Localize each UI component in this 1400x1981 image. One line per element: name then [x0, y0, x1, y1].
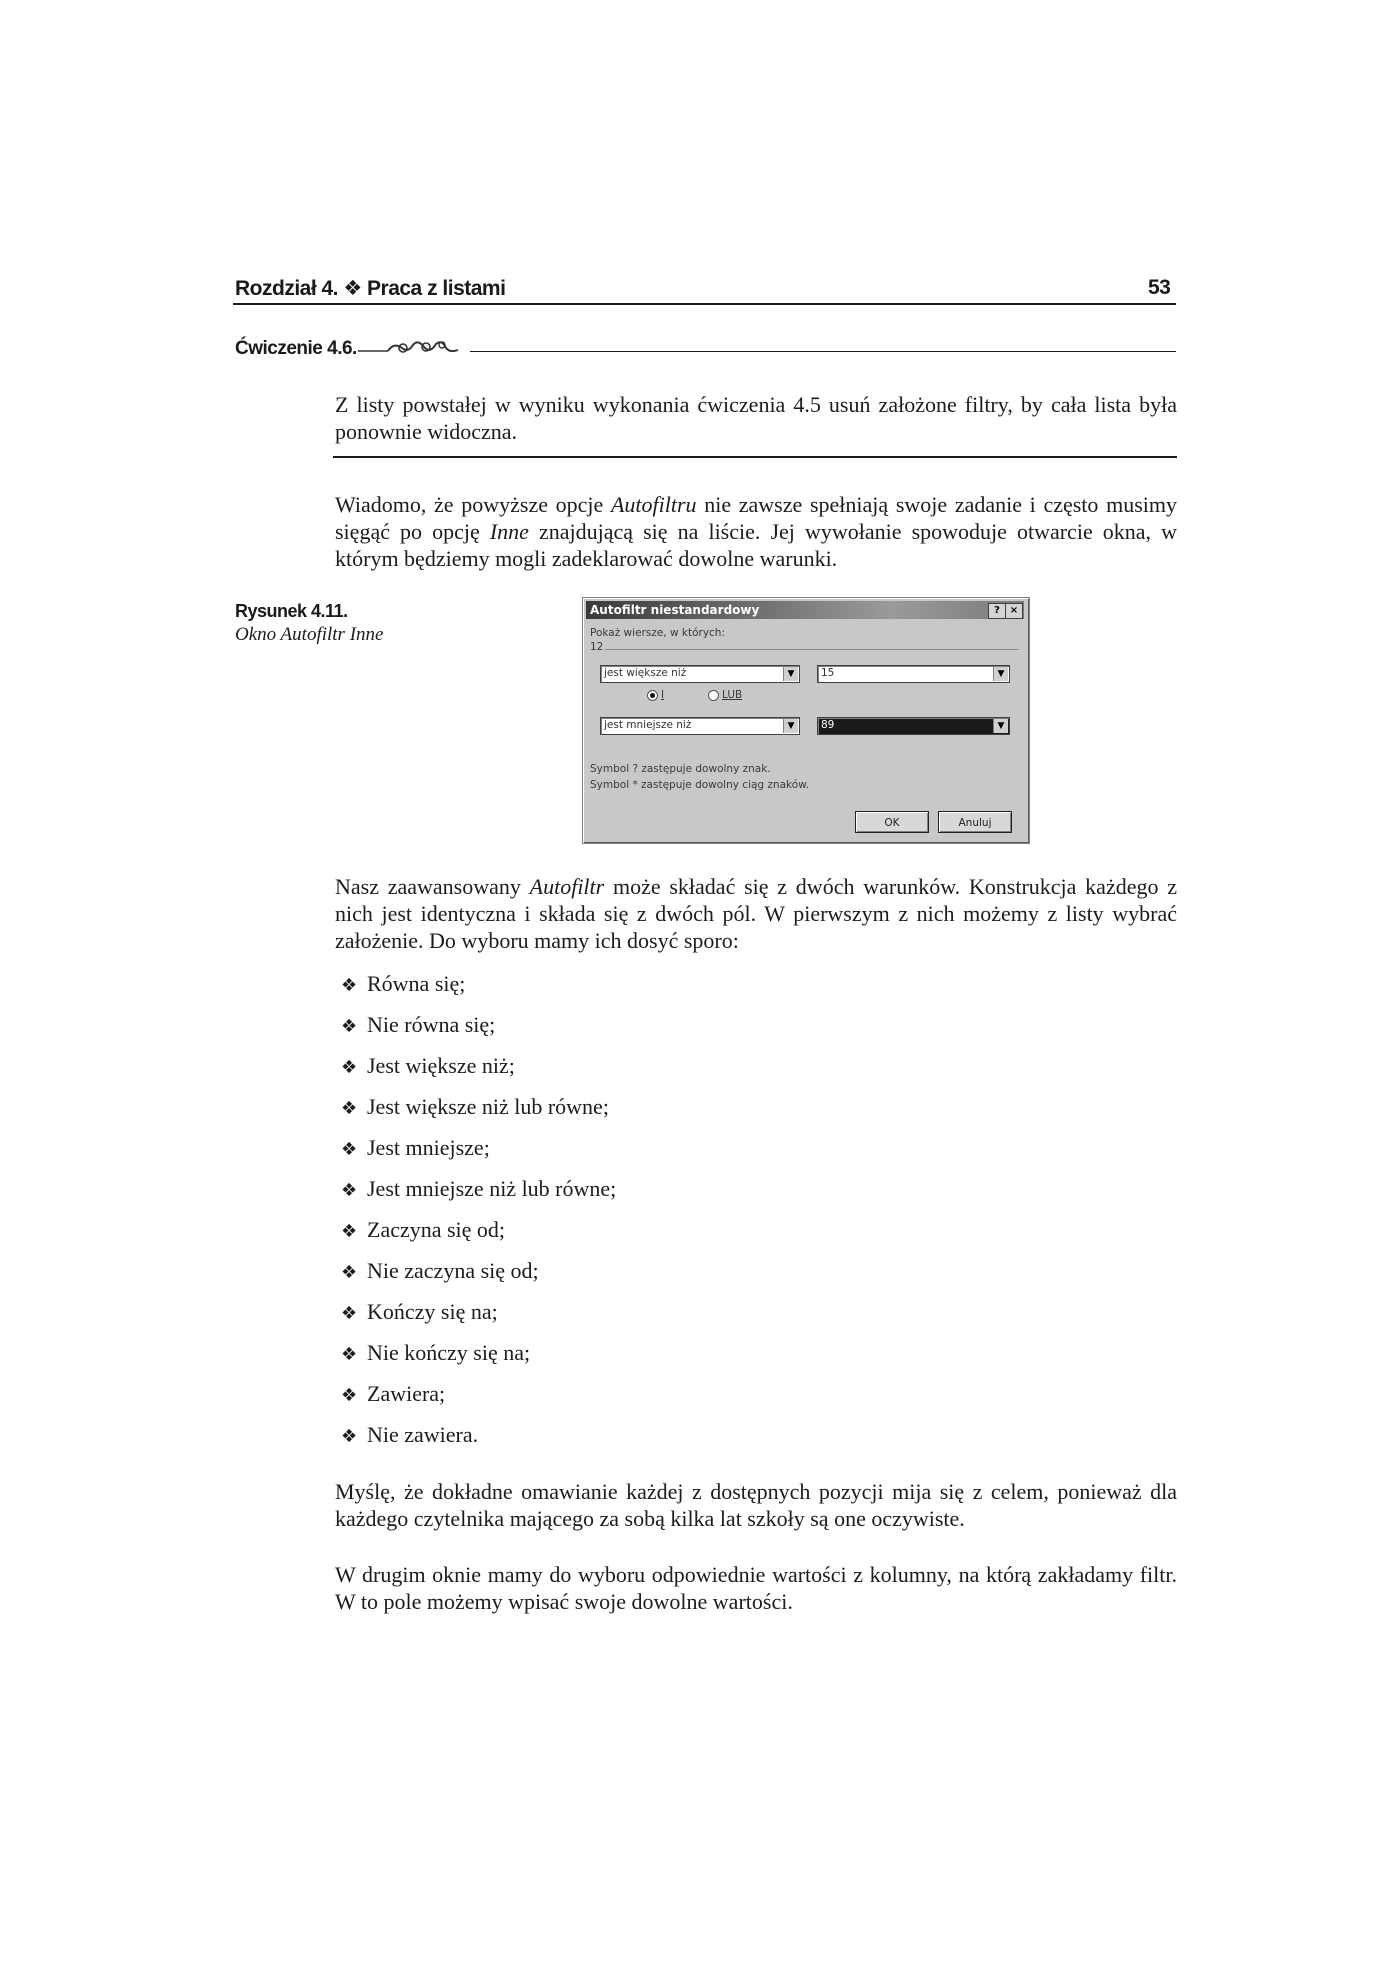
header-rule	[233, 303, 1176, 305]
chevron-down-icon[interactable]: ▼	[993, 667, 1008, 681]
cancel-button[interactable]: Anuluj	[938, 811, 1012, 833]
dialog-title: Autofiltr niestandardowy	[590, 603, 760, 617]
list-item: ❖ Nie zaczyna się od;	[341, 1257, 539, 1286]
condition1-operator-select[interactable]: jest większe niż ▼	[600, 665, 800, 683]
list-item: ❖ Jest mniejsze;	[341, 1134, 490, 1163]
exercise-rule	[470, 351, 1176, 352]
diamond-bullet-icon: ❖	[341, 1426, 358, 1447]
condition1-value-input[interactable]: 15 ▼	[817, 665, 1010, 683]
diamond-bullet-icon: ❖	[341, 1221, 358, 1242]
list-item: ❖ Kończy się na;	[341, 1298, 498, 1327]
diamond-bullet-icon: ❖	[341, 975, 358, 996]
dialog-titlebar	[586, 601, 1024, 619]
ok-button[interactable]: OK	[855, 811, 929, 833]
figure-caption: Okno Autofiltr Inne	[235, 624, 384, 645]
list-item: ❖ Równa się;	[341, 970, 465, 999]
diamond-bullet-icon: ❖	[341, 1139, 358, 1160]
close-button[interactable]: ×	[1005, 603, 1023, 619]
radio-or[interactable]: LUB	[708, 689, 742, 701]
help-button[interactable]: ?	[988, 603, 1006, 619]
list-item: ❖ Nie kończy się na;	[341, 1339, 530, 1368]
field-name: 12	[590, 641, 604, 653]
condition2-value-input[interactable]: 89 ▼	[817, 717, 1010, 735]
figure-label: Rysunek 4.11.	[235, 601, 348, 621]
chevron-down-icon[interactable]: ▼	[993, 719, 1008, 733]
exercise-end-rule	[333, 456, 1177, 458]
show-rows-label: Pokaż wiersze, w których:	[590, 627, 726, 639]
hint-asterisk: Symbol * zastępuje dowolny ciąg znaków.	[590, 779, 810, 791]
radio-and[interactable]: I	[647, 689, 664, 701]
hint-question-mark: Symbol ? zastępuje dowolny znak.	[590, 763, 771, 775]
field-groupline	[605, 649, 1019, 650]
autofilter-dialog	[582, 597, 1030, 844]
paragraph-second-field: W drugim oknie mamy do wyboru odpowiednie wartości z kolumny, na którą zakładamy filtr. W to pole możemy wpisać swoje dowolne wartości.	[335, 1562, 1177, 1614]
exercise-label: Ćwiczenie 4.6.	[235, 338, 357, 359]
diamond-bullet-icon: ❖	[341, 1098, 358, 1119]
list-item: ❖ Zaczyna się od;	[341, 1216, 505, 1245]
diamond-bullet-icon: ❖	[341, 1303, 358, 1324]
list-item: ❖ Nie zawiera.	[341, 1421, 478, 1450]
diamond-bullet-icon: ❖	[341, 1344, 358, 1365]
paragraph-autofilter-intro: Wiadomo, że powyższe opcje Autofiltru nie zawsze spełniają swoje zadanie i często musimy sięgąć po opcję Inne znajdującą się na liście. Jej wywołanie spowoduje otwarcie okna, w którym będziemy mogli zadeklarować dowolne warunki.	[335, 492, 1178, 571]
list-item: ❖ Nie równa się;	[341, 1011, 495, 1040]
paragraph-conditions: Nasz zaawansowany Autofiltr może składać się z dwóch warunków. Konstrukcja każdego z nich jest identyczna i składa się z dwóch pól. W pierwszym z nich możemy z listy wybrać założenie. Do wyboru mamy ich dosyć sporo:	[335, 874, 1177, 953]
exercise-ornament-icon	[358, 336, 478, 358]
diamond-bullet-icon: ❖	[341, 1057, 358, 1078]
paragraph-summary: Myślę, że dokładne omawianie każdej z dostępnych pozycji mija się z celem, ponieważ dla każdego czytelnika mającego za sobą kilka lat szkoły są one oczywiste.	[335, 1479, 1177, 1531]
list-item: ❖ Zawiera;	[341, 1380, 445, 1409]
list-item: ❖ Jest większe niż;	[341, 1052, 515, 1081]
chevron-down-icon[interactable]: ▼	[783, 667, 798, 681]
diamond-bullet-icon: ❖	[341, 1180, 358, 1201]
chevron-down-icon[interactable]: ▼	[783, 719, 798, 733]
condition2-operator-select[interactable]: jest mniejsze niż ▼	[600, 717, 800, 735]
exercise-text: Z listy powstałej w wyniku wykonania ćwiczenia 4.5 usuń założone filtry, by cała lista była ponownie widoczna.	[335, 392, 1177, 444]
diamond-bullet-icon: ❖	[341, 1262, 358, 1283]
page-number: 53	[1148, 276, 1171, 299]
list-item: ❖ Jest większe niż lub równe;	[341, 1093, 609, 1122]
chapter-header: Rozdział 4. ❖ Praca z listami	[235, 277, 506, 300]
diamond-bullet-icon: ❖	[341, 1016, 358, 1037]
diamond-bullet-icon: ❖	[341, 1385, 358, 1406]
list-item: ❖ Jest mniejsze niż lub równe;	[341, 1175, 616, 1204]
radio-or-icon[interactable]	[708, 690, 719, 701]
radio-and-icon[interactable]	[647, 690, 658, 701]
